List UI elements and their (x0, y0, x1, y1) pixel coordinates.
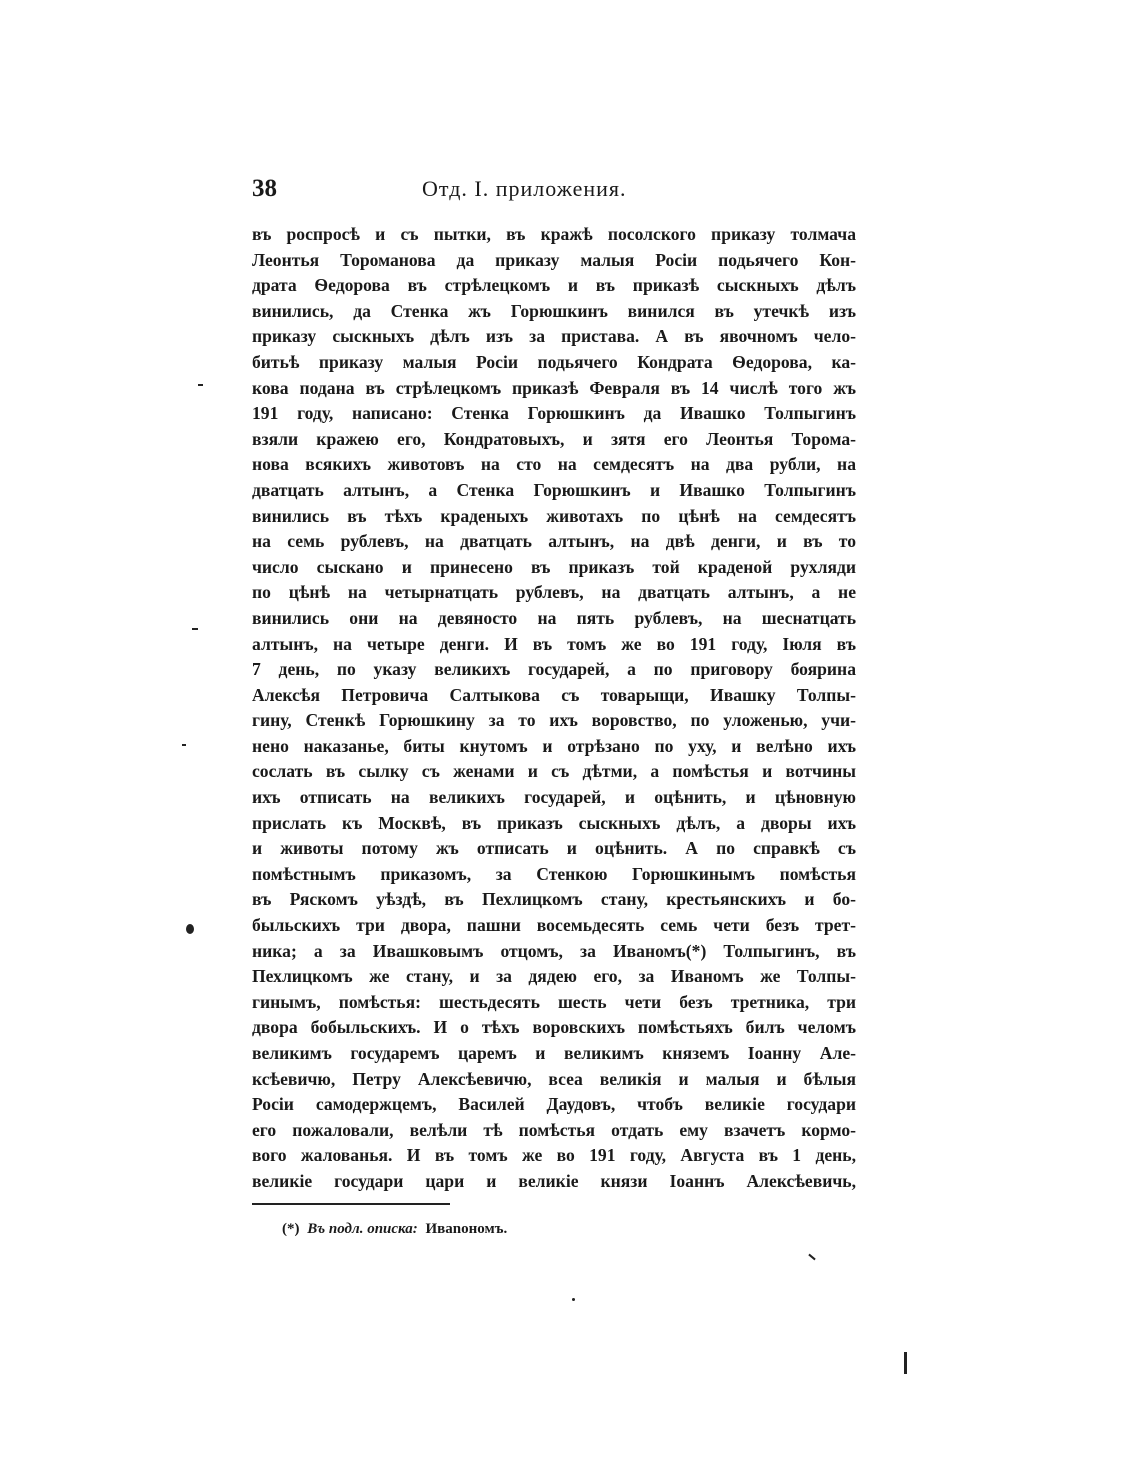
text-line: великимъ государемъ царемъ и великимъ княземъ Іоанну Але- (252, 1043, 856, 1063)
text-line: въ роспросѣ и съ пытки, въ кражѣ посолского приказу толмача (252, 224, 856, 244)
footnote-divider (252, 1203, 450, 1205)
text-line: приказу сыскныхъ дѣлъ изъ за пристава. А въ явочномъ чело- (252, 326, 856, 347)
text-line: кова подана въ стрѣлецкомъ приказѣ Февраля въ 14 числѣ того жъ (252, 377, 856, 398)
scan-speck (904, 1352, 907, 1374)
text-line: ника; а за Ивашковымъ отцомъ, за Иваномъ(*) Толпыгинъ, въ (252, 940, 856, 961)
text-line: Алексѣя Петровича Салтыкова съ товарыщи, Ивашку Толпы- (252, 684, 856, 705)
text-line: битьѣ приказу малыя Росіи подьячего Кондрата Ѳедорова, ка- (252, 351, 856, 372)
scan-speck (182, 744, 186, 746)
text-line: двора бобыльскихъ. И о тѣхъ воровскихъ помѣстьяхъ билъ челомъ (252, 1017, 856, 1038)
text-line: его пожаловали, велѣли тѣ помѣстья отдать ему взачетъ кормо- (252, 1119, 856, 1140)
scan-speck (808, 1254, 815, 1261)
text-line: вого жалованья. И въ томъ же во 191 году, Августа въ 1 день, (252, 1145, 856, 1166)
scan-speck (192, 628, 198, 630)
text-line: драта Ѳедорова въ стрѣлецкомъ и въ приказѣ сыскныхъ дѣлъ (252, 275, 856, 296)
footnote-label: Въ подл. описка: (307, 1221, 418, 1237)
text-line: 7 день, по указу великихъ государей, а по приговору боярина (252, 659, 856, 680)
footnote-value: Ивanoномъ. (425, 1221, 508, 1237)
text-line: Леонтья Тороманова да приказу малыя Росіи подьячего Кон- (252, 249, 856, 270)
text-line: алтынъ, на четыре денги. И въ томъ же во 191 году, Іюля въ (252, 633, 856, 654)
page-number: 38 (252, 175, 277, 202)
text-line: дватцать алтынъ, а Стенка Горюшкинъ и Ивашко Толпыгинъ (252, 479, 856, 500)
text-line: винились въ тѣхъ краденыхъ животахъ по цѣнѣ на семдесятъ (252, 505, 856, 526)
text-line: нено наказанье, биты кнутомъ и отрѣзано по уху, и велѣно ихъ (252, 735, 856, 756)
scan-speck (186, 924, 194, 934)
text-line: и животы потому жъ отписать и оцѣнить. А по справкѣ съ (252, 838, 856, 859)
text-line: по цѣнѣ на четырнатцать рублевъ, на дватцать алтынъ, а не (252, 582, 856, 603)
body-text (252, 222, 856, 1195)
text-line: винились, да Стенка жъ Горюшкинъ винился въ утечкѣ изъ (252, 300, 856, 321)
text-line: гинымъ, помѣстья: шестьдесять шесть чети безъ третника, три (252, 991, 856, 1012)
text-line: великіе государи цари и великіе князи Іоаннъ Алексѣевичь, (252, 1170, 856, 1191)
scan-speck (572, 1298, 575, 1301)
text-line: Пехлицкомъ же стану, и за дядею его, за Иваномъ же Толпы- (252, 966, 856, 987)
text-line: число сыскано и принесено въ приказъ той краденой рухляди (252, 556, 856, 577)
text-line: гину, Стенкѣ Горюшкину за то ихъ воровство, по уложенью, учи- (252, 710, 856, 731)
text-line: помѣстнымъ приказомъ, за Стенкою Горюшкинымъ помѣстья (252, 863, 856, 884)
text-line: сослать въ сылку съ женами и съ дѣтми, а помѣстья и вотчины (252, 761, 856, 782)
page-header (252, 172, 856, 206)
text-line: на семь рублевъ, на дватцать алтынъ, на двѣ денги, и въ то (252, 531, 856, 552)
text-line: ксѣевичю, Петру Алексѣевичю, всеа великія и малыя и бѣлыя (252, 1068, 856, 1089)
text-line: прислать къ Москвѣ, въ приказъ сыскныхъ дѣлъ, а дворы ихъ (252, 812, 856, 833)
text-line: ихъ отписать на великихъ государей, и оцѣнить, и цѣновную (252, 787, 856, 808)
text-line: 191 году, написано: Стенка Горюшкинъ да Ивашко Толпыгинъ (252, 403, 856, 424)
text-line: Росіи самодержцемъ, Василей Даудовъ, чтобъ великіе государи (252, 1094, 856, 1115)
scan-speck (198, 384, 203, 386)
text-line: въ Ряскомъ уѣздѣ, въ Пехлицкомъ стану, крестьянскихъ и бо- (252, 889, 856, 910)
text-line: взяли кражею его, Кондратовыхъ, и зятя его Леонтья Торома- (252, 428, 856, 449)
running-head: Отд. I. приложения. (422, 176, 627, 201)
text-line: нова всякихъ животовъ на сто на семдесятъ на два рубли, на (252, 454, 856, 475)
text-line: быльскихъ три двора, пашни восемьдесять семь чети безъ трет- (252, 915, 856, 936)
footnote-marker: (*) (282, 1221, 300, 1237)
text-line: винились они на девяносто на пять рублевъ, на шеснатцать (252, 607, 856, 628)
footnote (282, 1217, 507, 1241)
